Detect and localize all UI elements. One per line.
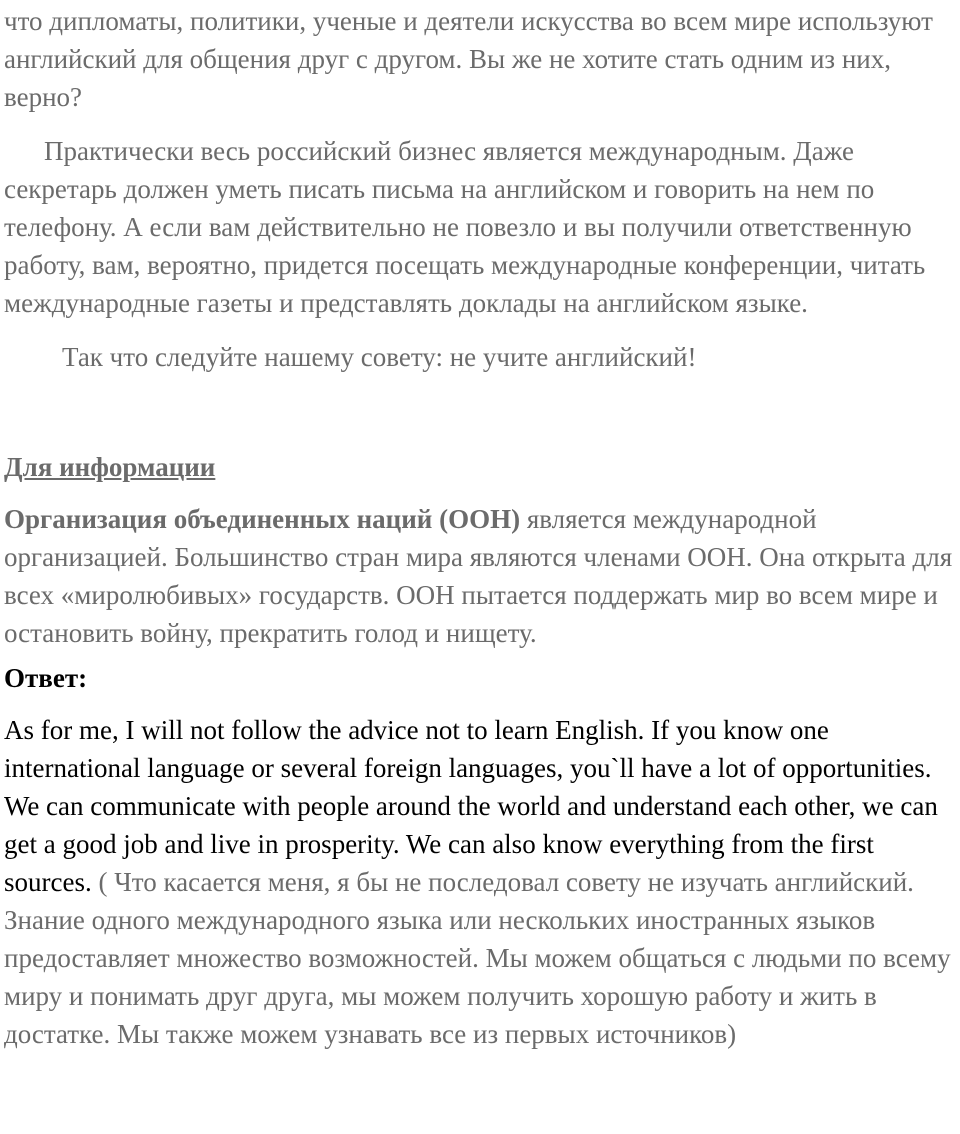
answer-russian-translation: ( Что касается меня, я бы не последовал совету не изучать английский. Знание одного международного языка или нескольких иностранных языков предоставляет множество возможностей. Мы можем общаться с людьми по всему миру и понимать друг друга, мы можем получить хорошую работу и жить в достатке. Мы также можем узнавать все из первых источников) xyxy=(4,867,951,1049)
answer-paragraph xyxy=(4,711,954,1053)
answer-english-text: As for me, I will not follow the advice not to learn English. If you know one international language or several foreign languages, you`ll have a lot of opportunities. We can communicate with people around the world and understand each other, we can get a good job and live in prosperity. We can also know everything from the first sources. xyxy=(4,715,938,897)
info-bold-lead: Организация объединенных наций (ООН) xyxy=(4,504,521,534)
paragraph-advice: Так что следуйте нашему совету: не учите английский! xyxy=(62,342,697,372)
paragraph-diplomats: что дипломаты, политики, ученые и деятели искусства во всем мире используют английский для общения друг с другом. Вы же не хотите стать одним из них, верно? xyxy=(4,6,933,112)
info-paragraph xyxy=(4,500,954,652)
info-text: является международной организацией. Большинство стран мира являются членами ООН. Она открыта для всех «миролюбивых» государств. ООН пытается поддержать мир во всем мире и остановить войну, прекратить голод и нищету. xyxy=(4,504,953,648)
paragraph-business: Практически весь российский бизнес является международным. Даже секретарь должен уметь писать письма на английском и говорить на нем по телефону. А если вам действительно не повезло и вы получили ответственную работу, вам, вероятно, придется посещать международные конференции, читать международные газеты и представлять доклады на английском языке. xyxy=(4,136,926,318)
info-heading: Для информации xyxy=(4,452,216,482)
answer-heading: Ответ: xyxy=(4,663,88,693)
document-page xyxy=(4,2,954,1053)
